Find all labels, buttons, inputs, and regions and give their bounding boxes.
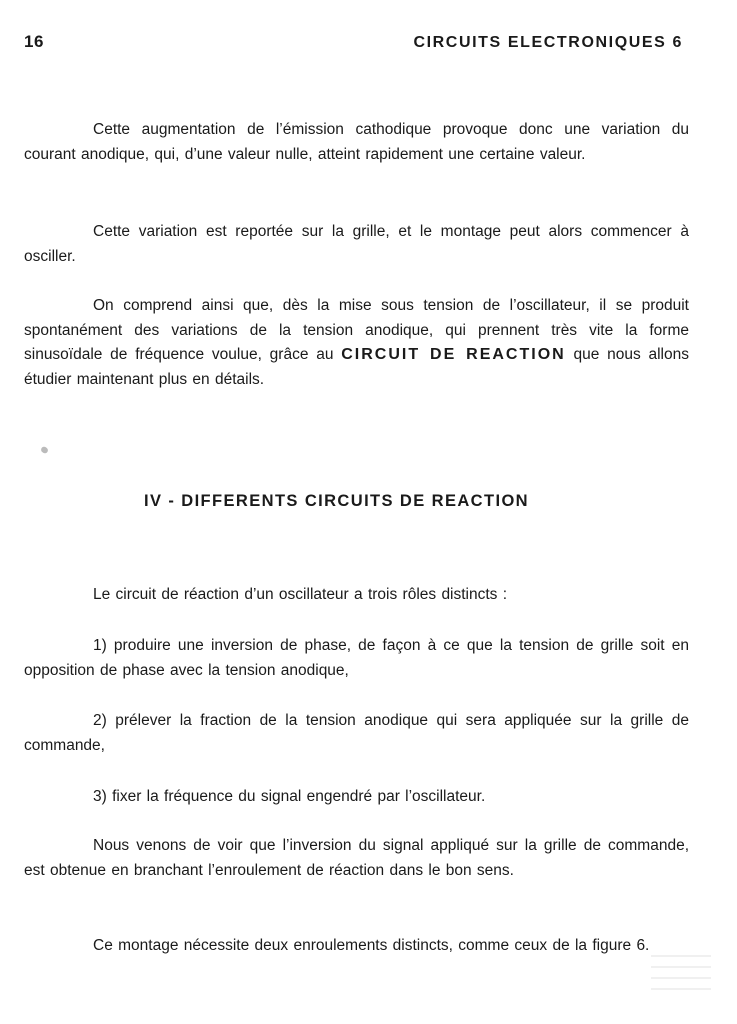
- list-item-fraction: 2) prélever la fraction de la tension anodique qui sera appliquée sur la grille de commande,: [24, 712, 689, 754]
- emphasis-circuit-de-reaction: CIRCUIT DE REACTION: [341, 346, 566, 363]
- bleed-through-texture: [651, 955, 711, 997]
- paragraph-inversion-winding: Nous venons de voir que l’inversion du signal appliqué sur la grille de commande, est obtenue en branchant l’enroulement de réaction dans le bon sens.: [24, 837, 689, 879]
- speck-mark: [40, 446, 49, 455]
- paragraph-text: que nous allons étudier maintenant plus en détails.: [24, 346, 689, 388]
- paragraph-grid-variation: Cette variation est reportée sur la grille, et le montage peut alors commencer à osciller.: [24, 223, 689, 265]
- running-header: CIRCUITS ELECTRONIQUES 6: [413, 34, 683, 51]
- section-heading: IV - DIFFERENTS CIRCUITS DE REACTION: [144, 492, 529, 510]
- list-item-frequency: 3) fixer la fréquence du signal engendré par l’oscillateur.: [93, 788, 486, 805]
- page-number: 16: [24, 32, 44, 51]
- list-item-phase-inversion: 1) produire une inversion de phase, de façon à ce que la tension de grille soit en opposition de phase avec la tension anodique,: [24, 637, 689, 679]
- paragraph-emission: Cette augmentation de l’émission cathodique provoque donc une variation du courant anodique, qui, d’une valeur nulle, atteint rapidement une certaine valeur.: [24, 121, 689, 163]
- paragraph-oscillator-startup: [24, 294, 689, 392]
- paragraph-text: On comprend ainsi que, dès la mise sous tension de l’oscillateur, il se produit spontanément des variations de la tension anodique, qui prennent très vite la forme sinusoïdale de fréquence voulue, grâce au: [24, 297, 689, 363]
- paragraph-three-roles: Le circuit de réaction d’un oscillateur a trois rôles distincts :: [93, 586, 508, 603]
- paragraph-two-windings: Ce montage nécessite deux enroulements distincts, comme ceux de la figure 6.: [93, 937, 650, 954]
